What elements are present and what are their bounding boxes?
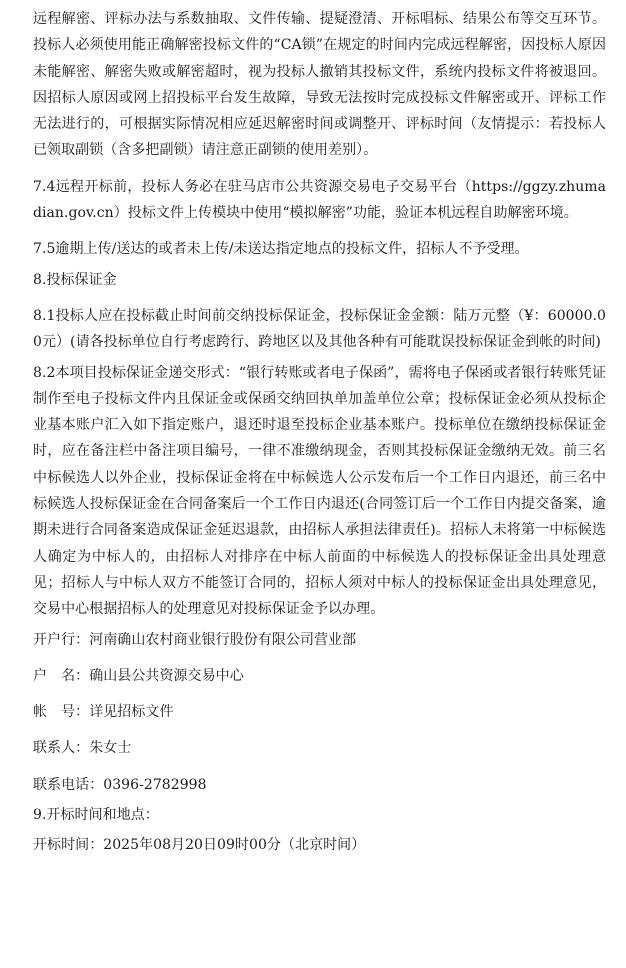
opening-time-line: 开标时间：2025年08月20日09时00分（北京时间） — [33, 837, 366, 854]
paragraph-remote-decryption: 远程解密、评标办法与系数抽取、文件传输、提疑澄清、开标唱标、结果公布等交互环节。投标人必须使用能正确解密投标文件的“CA锁”在规定的时间内完成远程解密，因投标人原因未能解密、解密失败或解密超时，视为投标人撤销其投标文件，系统内投标文件将被退回。因招标人原因或网上招投标平台发生故障，导致无法按时完成投标文件解密或开、评标工作无法进行的，可根据实际情况相应延迟解密时间或调整开、评标时间（友情提示：若投标人已领取副锁（含多把副锁）请注意正副锁的使用差别）。 — [33, 11, 606, 159]
account-name-line: 户 名：确山县公共资源交易中心 — [33, 667, 244, 684]
section-heading-8: 8.投标保证金 — [33, 271, 117, 288]
paragraph-7-5: 7.5逾期上传/送达的或者未上传/未送达指定地点的投标文件，招标人不予受理。 — [33, 241, 529, 258]
bank-line: 开户行：河南确山农村商业银行股份有限公司营业部 — [33, 631, 357, 648]
paragraph-7-4: 7.4远程开标前，投标人务必在驻马店市公共资源交易电子交易平台（https://ggzy.zhumadian.gov.cn）投标文件上传模块中使用“模拟解密”功能，验证本机远程自助解密环境。 — [33, 178, 606, 222]
paragraph-8-2: 8.2本项目投标保证金递交形式：“银行转账或者电子保函”，需将电子保函或者银行转账凭证制作至电子投标文件内且保证金或保函交纳回执单加盖单位公章；投标保证金必须从投标企业基本账户汇入如下指定账户，退还时退至投标企业基本账户。投标单位在缴纳投标保证金时，应在备注栏中备注项目编号，一律不准缴纳现金，否则其投标保证金缴纳无效。前三名中标候选人以外企业，投标保证金将在中标候选人公示发布后一个工作日内退还，前三名中标候选人投标保证金在合同备案后一个工作日内退还(合同签订后一个工作日内提交备案，逾期未进行合同备案造成保证金延迟退款，由招标人承担法律责任)。招标人未将第一中标候选人确定为中标人的，由招标人对排序在中标人前面的中标候选人的投标保证金出具处理意见；招标人与中标人双方不能签订合同的，招标人须对中标人的投标保证金出具处理意见，交易中心根据招标人的处理意见对投标保证金予以办理。 — [33, 364, 606, 618]
paragraph-8-1: 8.1投标人应在投标截止时间前交纳投标保证金，投标保证金金额：陆万元整（¥：60000.00元）(请各投标单位自行考虑跨行、跨地区以及其他各种有可能耽误投标保证金到帐的时间) — [33, 307, 606, 351]
section-heading-9: 9.开标时间和地点： — [33, 807, 159, 824]
account-number-line: 帐 号：详见招标文件 — [33, 704, 174, 721]
phone-line: 联系电话：0396-2782998 — [33, 776, 207, 793]
contact-line: 联系人：朱女士 — [33, 740, 132, 757]
